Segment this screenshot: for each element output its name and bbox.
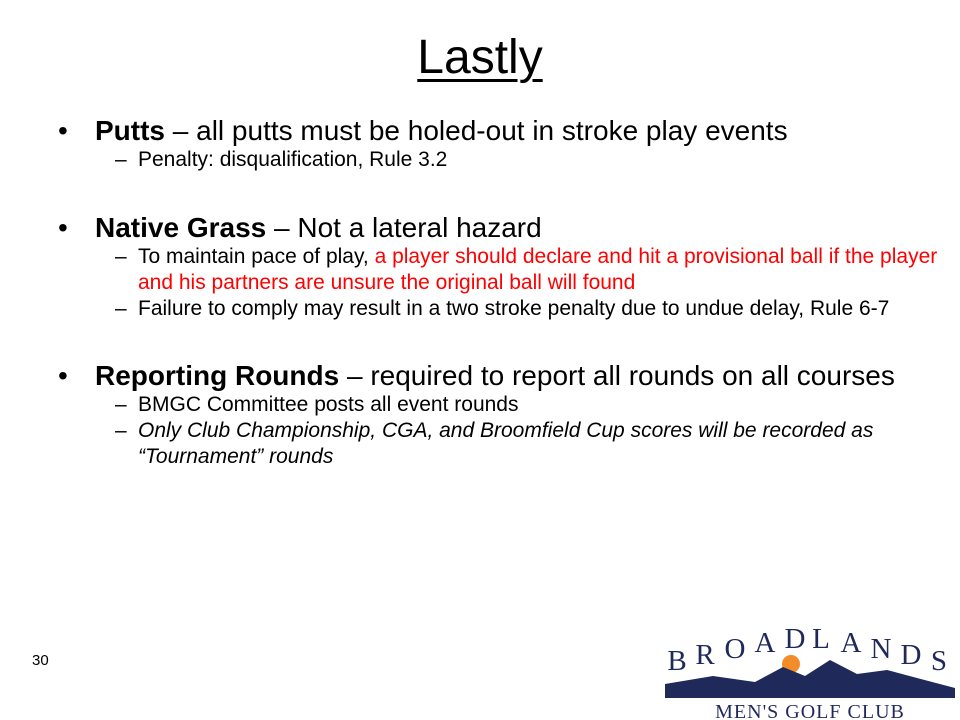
- bullet-heading: Reporting Rounds: [95, 360, 340, 391]
- sub-item: [58, 296, 938, 322]
- logo-letter: A: [754, 627, 776, 659]
- sub-text: Failure to comply may result in a two stroke penalty due to undue delay, Rule 6-7: [138, 297, 890, 320]
- bullet-heading: Putts: [95, 115, 165, 146]
- bullet-putts: [58, 114, 938, 147]
- sub-dash: –: [115, 297, 127, 320]
- bullet-dot: •: [58, 360, 68, 391]
- bullet-dot: •: [58, 115, 68, 146]
- bullet-heading: Native Grass: [95, 212, 267, 243]
- sub-dash: –: [115, 419, 127, 442]
- sub-text: Only Club Championship, CGA, and Broomfield Cup scores will be recorded as “Tournament” rounds: [138, 419, 874, 468]
- logo-letter: S: [930, 645, 948, 677]
- bullet-reporting-rounds: [58, 359, 938, 392]
- slide-title: Lastly: [417, 31, 543, 84]
- logo-letter: D: [784, 623, 806, 655]
- logo-letter: R: [695, 639, 715, 671]
- bullet-text: – required to report all rounds on all courses: [339, 360, 895, 391]
- logo-letter: D: [900, 639, 922, 671]
- bullet-text: – all putts must be holed-out in stroke play events: [165, 115, 788, 146]
- sub-item: [58, 147, 938, 173]
- logo-letter: L: [812, 623, 830, 655]
- logo-letter: O: [724, 633, 746, 665]
- sub-dash: –: [115, 148, 127, 171]
- slide-number: 30: [32, 652, 49, 669]
- logo-letter: A: [840, 627, 862, 659]
- sub-dash: –: [115, 393, 127, 416]
- bullet-dot: •: [58, 212, 68, 243]
- sub-text: To maintain pace of play,: [138, 245, 375, 268]
- logo-letter: B: [667, 645, 687, 677]
- sub-dash: –: [115, 245, 127, 268]
- broadlands-logo: [655, 612, 960, 720]
- sub-item: [58, 392, 938, 418]
- bullet-native-grass: [58, 211, 938, 244]
- sub-text: Penalty: disqualification, Rule 3.2: [138, 148, 448, 171]
- logo-subtitle: MEN'S GOLF CLUB: [715, 701, 905, 720]
- sub-text-highlight: a player should declare and hit a provisional ball if the player and his partners are unsure the original ball will found: [138, 245, 938, 294]
- sub-item: [58, 244, 938, 296]
- sub-text: BMGC Committee posts all event rounds: [138, 393, 519, 416]
- slide-body: [58, 114, 938, 470]
- sub-item: [58, 418, 938, 470]
- logo-letter: N: [870, 633, 892, 665]
- bullet-text: – Not a lateral hazard: [266, 212, 542, 243]
